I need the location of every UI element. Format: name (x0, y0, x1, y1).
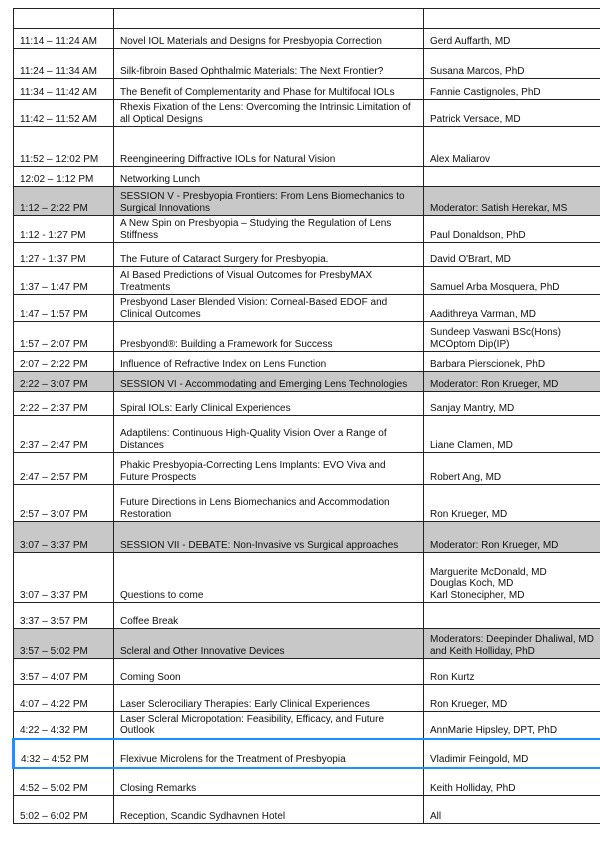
time-cell (14, 9, 114, 29)
title-cell: SESSION VI - Accommodating and Emerging Lens Technologies (114, 372, 424, 392)
title-cell: Spiral IOLs: Early Clinical Experiences (114, 392, 424, 416)
time-cell: 1:12 – 2:22 PM (14, 187, 114, 216)
agenda-row (14, 768, 600, 796)
time-cell: 2:57 – 3:07 PM (14, 485, 114, 522)
session-header-row (14, 372, 600, 392)
title-cell: Silk-fibroin Based Ophthalmic Materials: The Next Frontier? (114, 49, 424, 79)
agenda-row (14, 29, 600, 49)
title-cell: Novel IOL Materials and Designs for Presbyopia Correction (114, 29, 424, 49)
agenda-row (14, 659, 600, 685)
agenda-row (14, 685, 600, 712)
title-cell: SESSION V - Presbyopia Frontiers: From Lens Biomechanics to Surgical Innovations (114, 187, 424, 216)
title-cell: Adaptilens: Continuous High-Quality Vision Over a Range of Distances (114, 416, 424, 453)
time-cell: 4:52 – 5:02 PM (14, 768, 114, 796)
speaker-cell: Paul Donaldson, PhD (424, 216, 600, 243)
title-cell: Coffee Break (114, 603, 424, 629)
time-cell: 3:07 – 3:37 PM (14, 522, 114, 553)
time-cell: 11:14 – 11:24 AM (14, 29, 114, 49)
title-cell: Coming Soon (114, 659, 424, 685)
title-cell: Reception, Scandic Sydhavnen Hotel (114, 796, 424, 824)
speaker-cell: Fannie Castignoles, PhD (424, 79, 600, 100)
time-cell: 1:12 - 1:27 PM (14, 216, 114, 243)
agenda-row (14, 243, 600, 267)
speaker-cell: Moderator: Ron Krueger, MD (424, 522, 600, 553)
agenda-row (14, 553, 600, 603)
speaker-cell: Gerd Auffarth, MD (424, 29, 600, 49)
title-cell: The Benefit of Complementarity and Phase for Multifocal IOLs (114, 79, 424, 100)
title-cell: Scleral and Other Innovative Devices (114, 629, 424, 659)
time-cell: 1:27 - 1:37 PM (14, 243, 114, 267)
title-cell: The Future of Cataract Surgery for Presbyopia. (114, 243, 424, 267)
time-cell: 2:07 – 2:22 PM (14, 352, 114, 372)
agenda-row (14, 352, 600, 372)
speaker-cell: Patrick Versace, MD (424, 100, 600, 127)
session-header-row (14, 187, 600, 216)
agenda-row (14, 100, 600, 127)
title-cell: Rhexis Fixation of the Lens: Overcoming the Intrinsic Limitation of all Optical Designs (114, 100, 424, 127)
speaker-cell: Susana Marcos, PhD (424, 49, 600, 79)
speaker-cell: Samuel Arba Mosquera, PhD (424, 267, 600, 295)
agenda-table (12, 8, 600, 824)
time-cell: 3:57 – 5:02 PM (14, 629, 114, 659)
speaker-cell: Robert Ang, MD (424, 453, 600, 485)
title-cell (114, 9, 424, 29)
time-cell: 11:52 – 12:02 PM (14, 127, 114, 167)
time-cell: 2:22 – 3:07 PM (14, 372, 114, 392)
speaker-cell (424, 603, 600, 629)
agenda-row (14, 712, 600, 739)
session-header-row (14, 522, 600, 553)
speaker-cell: Ron Krueger, MD (424, 485, 600, 522)
time-cell: 4:22 – 4:32 PM (14, 712, 114, 739)
agenda-row (14, 9, 600, 29)
time-cell: 1:47 – 1:57 PM (14, 295, 114, 322)
agenda-row (14, 603, 600, 629)
title-cell: Phakic Presbyopia-Correcting Lens Implants: EVO Viva and Future Prospects (114, 453, 424, 485)
session-header-row (14, 629, 600, 659)
agenda-row (14, 295, 600, 322)
speaker-cell: Keith Holliday, PhD (424, 768, 600, 796)
speaker-cell: Marguerite McDonald, MD Douglas Koch, MD Karl Stonecipher, MD (424, 553, 600, 603)
speaker-cell: Alex Maliarov (424, 127, 600, 167)
title-cell: SESSION VII - DEBATE: Non-Invasive vs Surgical approaches (114, 522, 424, 553)
speaker-cell: Moderators: Deepinder Dhaliwal, MD and Keith Holliday, PhD (424, 629, 600, 659)
time-cell: 2:22 – 2:37 PM (14, 392, 114, 416)
speaker-cell: David O'Brart, MD (424, 243, 600, 267)
time-cell: 11:34 – 11:42 AM (14, 79, 114, 100)
agenda-row (14, 416, 600, 453)
title-cell: Questions to come (114, 553, 424, 603)
time-cell: 1:57 – 2:07 PM (14, 322, 114, 352)
speaker-cell: Vladimir Feingold, MD (424, 739, 600, 768)
title-cell: AI Based Predictions of Visual Outcomes for PresbyMAX Treatments (114, 267, 424, 295)
title-cell: Closing Remarks (114, 768, 424, 796)
speaker-cell: Ron Kurtz (424, 659, 600, 685)
speaker-cell (424, 9, 600, 29)
agenda-row (14, 485, 600, 522)
time-cell: 11:24 – 11:34 AM (14, 49, 114, 79)
title-cell: Laser Sclerociliary Therapies: Early Clinical Experiences (114, 685, 424, 712)
speaker-cell (424, 167, 600, 187)
time-cell: 4:32 – 4:52 PM (14, 739, 114, 768)
agenda-row (14, 796, 600, 824)
highlighted-row (14, 739, 600, 768)
speaker-cell: Aadithreya Varman, MD (424, 295, 600, 322)
title-cell: Presbyond Laser Blended Vision: Corneal-Based EDOF and Clinical Outcomes (114, 295, 424, 322)
time-cell: 12:02 – 1:12 PM (14, 167, 114, 187)
agenda-body (14, 9, 600, 824)
title-cell: Networking Lunch (114, 167, 424, 187)
speaker-cell: Sanjay Mantry, MD (424, 392, 600, 416)
time-cell: 1:37 – 1:47 PM (14, 267, 114, 295)
time-cell: 3:07 – 3:37 PM (14, 553, 114, 603)
title-cell: Future Directions in Lens Biomechanics and Accommodation Restoration (114, 485, 424, 522)
time-cell: 4:07 – 4:22 PM (14, 685, 114, 712)
title-cell: A New Spin on Presbyopia – Studying the Regulation of Lens Stiffness (114, 216, 424, 243)
agenda-row (14, 322, 600, 352)
speaker-cell: Ron Krueger, MD (424, 685, 600, 712)
title-cell: Reengineering Diffractive IOLs for Natural Vision (114, 127, 424, 167)
title-cell: Flexivue Microlens for the Treatment of Presbyopia (114, 739, 424, 768)
speaker-cell: Moderator: Ron Krueger, MD (424, 372, 600, 392)
agenda-row (14, 453, 600, 485)
time-cell: 11:42 – 11:52 AM (14, 100, 114, 127)
speaker-cell: Moderator: Satish Herekar, MS (424, 187, 600, 216)
agenda-row (14, 216, 600, 243)
title-cell: Laser Scleral Micropotation: Feasibility, Efficacy, and Future Outlook (114, 712, 424, 739)
time-cell: 3:37 – 3:57 PM (14, 603, 114, 629)
speaker-cell: Liane Clamen, MD (424, 416, 600, 453)
speaker-cell: All (424, 796, 600, 824)
title-cell: Influence of Refractive Index on Lens Function (114, 352, 424, 372)
speaker-cell: Sundeep Vaswani BSc(Hons) MCOptom Dip(IP) (424, 322, 600, 352)
agenda-row (14, 79, 600, 100)
agenda-row (14, 267, 600, 295)
time-cell: 5:02 – 6:02 PM (14, 796, 114, 824)
time-cell: 2:47 – 2:57 PM (14, 453, 114, 485)
agenda-row (14, 127, 600, 167)
agenda-row (14, 392, 600, 416)
time-cell: 2:37 – 2:47 PM (14, 416, 114, 453)
title-cell: Presbyond®: Building a Framework for Success (114, 322, 424, 352)
speaker-cell: AnnMarie Hipsley, DPT, PhD (424, 712, 600, 739)
agenda-row (14, 167, 600, 187)
speaker-cell: Barbara Pierscionek, PhD (424, 352, 600, 372)
agenda-row (14, 49, 600, 79)
time-cell: 3:57 – 4:07 PM (14, 659, 114, 685)
